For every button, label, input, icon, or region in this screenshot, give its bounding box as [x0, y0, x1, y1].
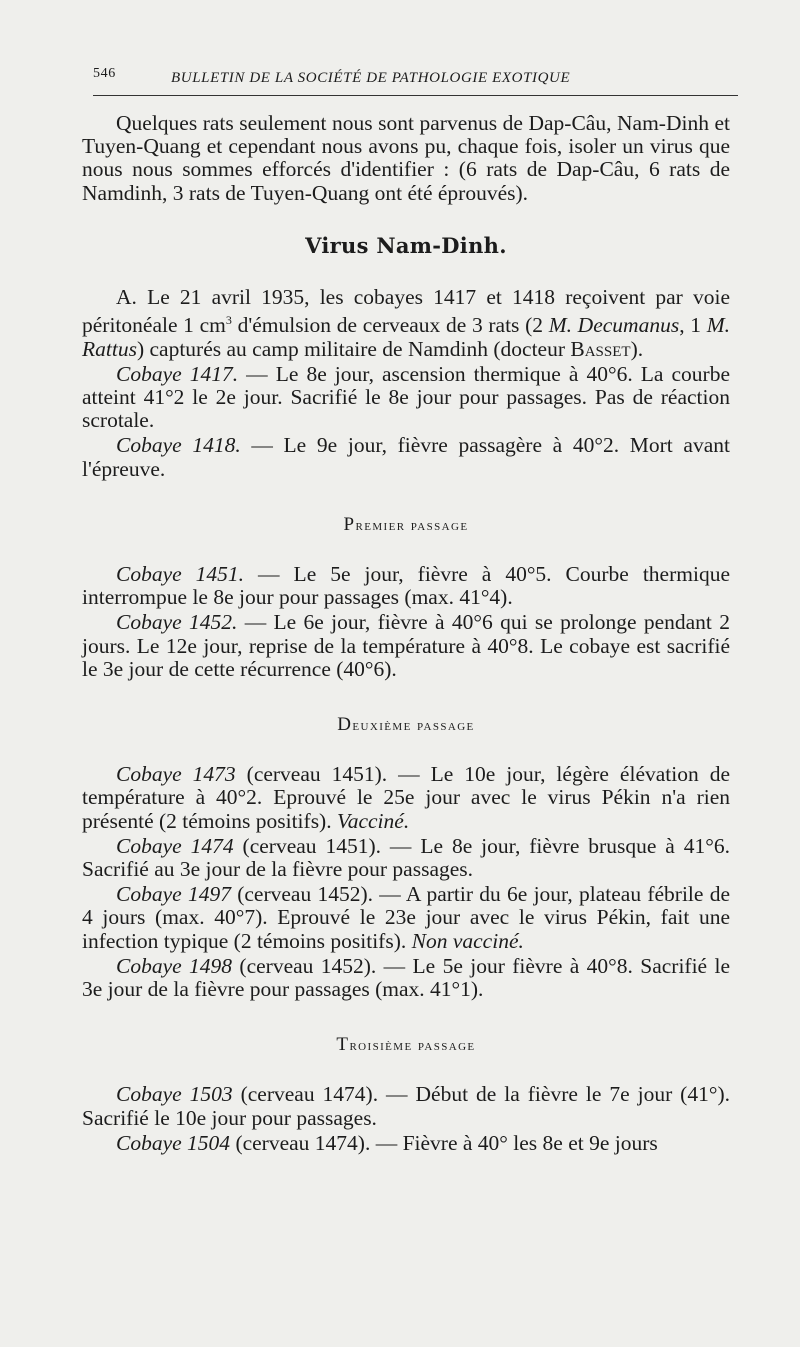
entry-cobaye-1417: Cobaye 1417. — Le 8e jour, ascension thermique à 40°6. La courbe atteint 41°2 le 2e jour. Sacrifié le 8e jour pour passages. Pas de réaction scrotale. — [82, 361, 730, 433]
entry-label: Cobaye 1473 — [116, 762, 236, 787]
entry-label: Cobaye 1452. — [116, 610, 238, 635]
entry-cobaye-1503: Cobaye 1503 (cerveau 1474). — Début de la fièvre le 7e jour (41°). Sacrifié le 10e jour pour passages. — [82, 1082, 730, 1130]
entry-label: Cobaye 1498 — [116, 953, 233, 978]
entry-label: Cobaye 1417. — [116, 361, 239, 386]
page-number: 546 — [93, 66, 116, 81]
header-rule — [93, 95, 738, 96]
entry-label: Cobaye 1451. — [116, 562, 245, 586]
article-body — [82, 112, 730, 1157]
entry-label: Cobaye 1504 — [116, 1130, 231, 1155]
entry-cobaye-1498: Cobaye 1498 (cerveau 1452). — Le 5e jour fièvre à 40°8. Sacrifié le 3e jour de la fièvre pour passages (max. 41°1). — [82, 953, 730, 1002]
subheading-troisieme-passage: Troisième passage — [336, 1034, 476, 1056]
entry-cobaye-1497: Cobaye 1497 (cerveau 1452). — A partir du 6e jour, plateau fébrile de 4 jours (max. 40°7). Eprouvé le 23e jour avec le virus Pékin, fait une infection typique (2 témoins positifs). Non vacciné. — [82, 882, 730, 953]
entry-label: Cobaye 1418. — [116, 433, 241, 458]
section-title: Virus Nam-Dinh. — [305, 232, 507, 258]
intro-paragraph: Quelques rats seulement nous sont parvenus de Dap-Câu, Nam-Dinh et Tuyen-Quang et cependant nous avons pu, chaque fois, isoler un virus que nous nous sommes efforcés d'identifier : (6 rats de Dap-Câu, 6 rats de Namdinh, 3 rats de Tuyen-Quang ont été éprouvés). — [82, 111, 730, 205]
vaccination-status: Non vacciné. — [411, 928, 524, 953]
entry-cobaye-1452: Cobaye 1452. — Le 6e jour, fièvre à 40°6 qui se prolonge pendant 2 jours. Le 12e jour, reprise de la température à 40°8. Le cobaye est sacrifié le 3e jour de cette récurrence (40°6). — [82, 610, 730, 681]
journal-title: BULLETIN DE LA SOCIÉTÉ DE PATHOLOGIE EXOTIQUE — [171, 70, 571, 86]
entry-cobaye-1451: Cobaye 1451. — Le 5e jour, fièvre à 40°5. Courbe thermique interrompue le 8e jour pour passages (max. 41°4). — [82, 562, 731, 610]
entry-cobaye-1418: Cobaye 1418. — Le 9e jour, fièvre passagère à 40°2. Mort avant l'épreuve. — [82, 433, 730, 481]
subheading-deuxieme-passage: Deuxième passage — [337, 714, 475, 736]
paragraph-a: A. Le 21 avril 1935, les cobayes 1417 et 1418 reçoivent par voie péritonéale 1 $cm^3$ d'émulsion de cerveaux de 3 rats (2 M. Decumanus, 1 M. Rattus) capturés au camp militaire de Namdinh (docteur Basset). — [82, 285, 730, 361]
entry-cobaye-1473: Cobaye 1473 (cerveau 1451). — Le 10e jour, légère élévation de température à 40°2. Eprouvé le 25e jour avec le virus Pékin n'a rien présenté (2 témoins positifs). Vacciné. — [82, 762, 730, 833]
vaccination-status: Vacciné. — [336, 808, 410, 833]
entry-cobaye-1504: Cobaye 1504 (cerveau 1474). — Fièvre à 40° les 8e et 9e jours — [116, 1130, 658, 1155]
entry-label: Cobaye 1497 — [116, 882, 231, 907]
entry-label: Cobaye 1503 — [116, 1082, 233, 1107]
entry-label: Cobaye 1474 — [116, 833, 234, 858]
entry-cobaye-1474: Cobaye 1474 (cerveau 1451). — Le 8e jour, fièvre brusque à 41°6. Sacrifié au 3e jour de la fièvre pour passages. — [82, 833, 730, 882]
subheading-premier-passage: Premier passage — [343, 513, 469, 535]
